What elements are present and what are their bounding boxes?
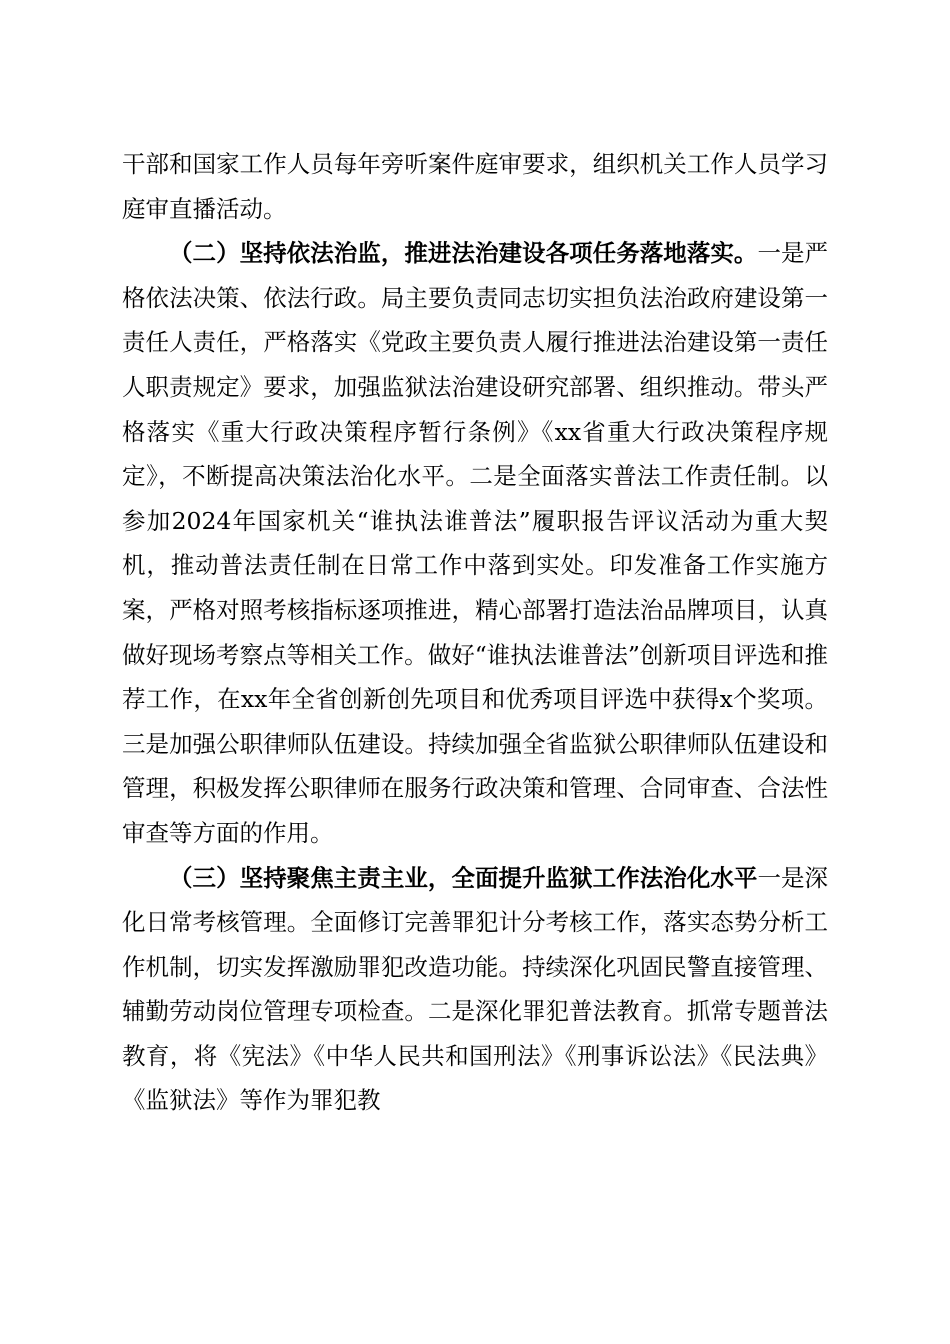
- section-2-body: 一是严格依法决策、依法行政。局主要负责同志切实担负法治政府建设第一责任人责任，严格落实《党政主要负责人履行推进法治建设第一责任人职责规定》要求，加强监狱法治建设研究部署、组织推动。带头严格落实《重大行政决策程序暂行条例》《xx省重大行政决策程序规定》，不断提高决策法治化水平。二是全面落实普法工作责任制。以参加2024年国家机关“谁执法谁普法”履职报告评议活动为重大契机，推动普法责任制在日常工作中落到实处。印发准备工作实施方案，严格对照考核指标逐项推进，精心部署打造法治品牌项目，认真做好现场考察点等相关工作。做好“谁执法谁普法”创新项目评选和推荐工作，在xx年全省创新创先项目和优秀项目评选中获得x个奖项。三是加强公职律师队伍建设。持续加强全省监狱公职律师队伍建设和管理，积极发挥公职律师在服务行政决策和管理、合同审查、合法性审查等方面的作用。: [122, 239, 829, 847]
- section-3-body: 一是深化日常考核管理。全面修订完善罪犯计分考核工作，落实态势分析工作机制，切实发挥激励罪犯改造功能。持续深化巩固民警直接管理、辅勤劳动岗位管理专项检查。二是深化罪犯普法教育。抓常专题普法教育，将《宪法》《中华人民共和国刑法》《刑事诉讼法》《民法典》《监狱法》等作为罪犯教: [122, 863, 829, 1115]
- document-body: [122, 142, 828, 1123]
- section-2-paragraph: [122, 231, 828, 855]
- section-2-heading: （二）坚持依法治监，推进法治建设各项任务落地落实。: [169, 239, 758, 268]
- section-3-heading: （三）坚持聚焦主责主业，全面提升监狱工作法治化水平: [169, 863, 758, 892]
- paragraph-continuation: 干部和国家工作人员每年旁听案件庭审要求，组织机关工作人员学习庭审直播活动。: [122, 150, 828, 223]
- section-3-paragraph: [122, 856, 828, 1124]
